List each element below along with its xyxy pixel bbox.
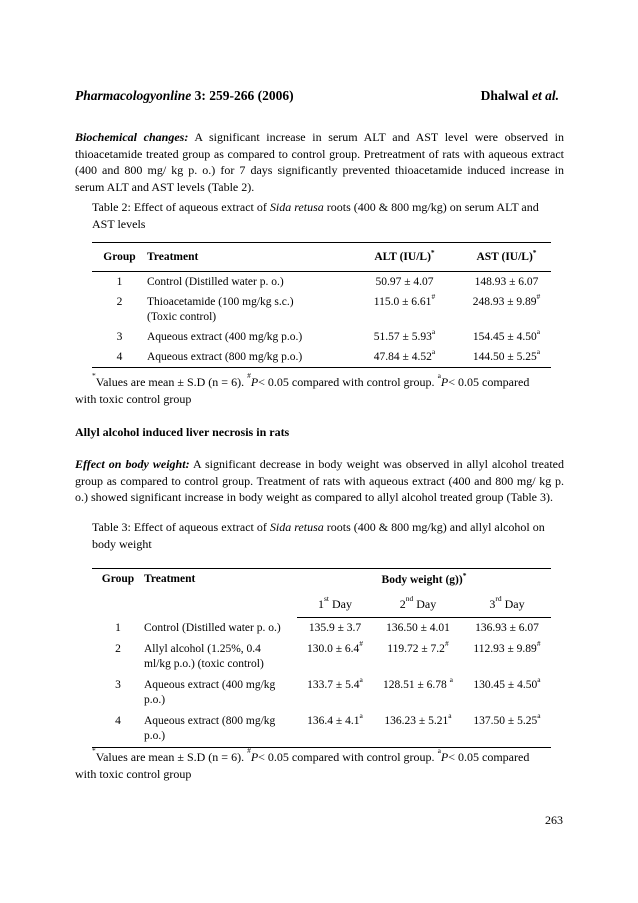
journal-name: Pharmacologyonline	[75, 88, 192, 103]
day2-value: 128.51 ± 6.78	[382, 679, 450, 691]
day1-cell	[297, 639, 373, 675]
alt-mark: #	[431, 292, 436, 301]
alt-cell	[347, 272, 462, 293]
ast-value: 148.93 ± 6.07	[474, 276, 539, 288]
day2-mark: a	[448, 711, 452, 720]
col-treatment-header: Treatment	[147, 243, 347, 272]
ast-header-text: AST (IU/L)	[476, 251, 533, 263]
p-symbol: P	[250, 375, 259, 389]
day1-value: 136.4 ± 4.1	[307, 715, 360, 727]
hash-mark: #	[247, 746, 251, 755]
day2-label: Day	[413, 596, 437, 611]
table2-caption	[92, 199, 552, 232]
caption-species: Sida retusa	[269, 200, 324, 214]
treatment-line2: (Toxic control)	[147, 311, 217, 323]
section-heading: Allyl alcohol induced liver necrosis in rats	[75, 425, 290, 439]
author-line: Dhalwal et al.	[480, 88, 559, 103]
star-mark: *	[92, 371, 96, 380]
body-weight-paragraph	[75, 456, 564, 506]
ast-mark: a	[536, 327, 541, 336]
caption-text: Table 3: Effect of aqueous extract of	[92, 520, 270, 534]
ast-cell	[462, 292, 551, 327]
col-day1-header	[297, 591, 373, 618]
treatment-cell: Control (Distilled water p. o.)	[144, 621, 281, 634]
group-cell: 2	[115, 643, 121, 655]
treatment-cell: Aqueous extract (800 mg/kg p.o.)	[147, 351, 303, 363]
day1-mark: #	[359, 639, 364, 648]
footnote-values: Values are mean ± S.D (n = 6).	[95, 750, 248, 764]
paragraph-lead: Biochemical changes:	[75, 130, 189, 144]
caption-text-end: roots (400 & 800 mg/kg) on serum ALT and AST levels	[92, 200, 539, 231]
group-cell: 1	[115, 621, 121, 634]
day3-mark: a	[537, 711, 541, 720]
table-row	[92, 347, 551, 368]
ast-mark: #	[536, 292, 541, 301]
table-row	[92, 292, 551, 327]
day2-value: 119.72 ± 7.2	[387, 643, 445, 655]
p-symbol-2: P	[440, 375, 449, 389]
et-al-text: et al	[532, 88, 556, 103]
running-header	[75, 88, 559, 106]
col-day3-header	[463, 591, 551, 618]
day1-mark: a	[359, 711, 363, 720]
treatment-line1: Aqueous extract (800 mg/kg	[144, 715, 276, 727]
group-cell: 1	[116, 276, 123, 288]
p-symbol-2: P	[440, 750, 449, 764]
paragraph-text: A significant decrease in body weight was observed in allyl alcohol treated group as compared to control group. Treatment of rats with aqueous extract (400 and 800 mg/ kg p. o.) showed significant increase in body weight as compared to allyl alcohol treated group (Table 3).	[75, 457, 564, 504]
ast-mark: a	[536, 347, 541, 356]
day2-suffix: nd	[405, 593, 414, 603]
col-day2-header	[373, 591, 463, 618]
ast-value: 248.93 ± 9.89	[472, 296, 537, 308]
day2-cell	[373, 711, 463, 748]
star-mark: *	[92, 746, 96, 755]
p-symbol: P	[250, 750, 259, 764]
group-cell: 3	[116, 331, 123, 343]
day2-mark: #	[444, 639, 449, 648]
day2-cell	[373, 639, 463, 675]
day3-cell	[463, 675, 551, 711]
table-header-row	[92, 569, 551, 592]
day1-value: 135.9 ± 3.7	[308, 622, 362, 634]
ast-footnote-mark: *	[532, 248, 537, 257]
alt-value: 51.57 ± 5.93	[373, 331, 432, 343]
footnote-values: Values are mean ± S.D (n = 6).	[95, 375, 248, 389]
day1-cell	[297, 618, 373, 640]
day2-cell	[373, 618, 463, 640]
treatment-cell	[144, 675, 297, 711]
day2-mark: a	[449, 675, 454, 684]
treatment-line2: p.o.)	[144, 730, 166, 742]
hash-mark: #	[247, 371, 251, 380]
treatment-cell: Aqueous extract (400 mg/kg p.o.)	[147, 331, 303, 343]
day1-label: Day	[329, 596, 352, 611]
treatment-cell	[144, 711, 297, 748]
col-group-header: Group	[101, 573, 135, 585]
col-ast-header	[462, 243, 551, 272]
treatment-line2: p.o.)	[144, 694, 166, 706]
citation-text: 3: 259-266 (2006)	[191, 88, 294, 103]
day3-value: 136.93 ± 6.07	[475, 622, 539, 634]
day3-suffix: rd	[495, 593, 502, 603]
alt-cell	[347, 347, 462, 368]
ast-cell	[462, 272, 551, 293]
col-group-header: Group	[92, 243, 147, 272]
paragraph-lead: Effect on body weight:	[75, 457, 190, 471]
treatment-cell	[147, 292, 347, 327]
alt-mark: a	[431, 327, 436, 336]
ast-value: 154.45 ± 4.50	[472, 331, 537, 343]
a-mark: a	[437, 371, 441, 380]
day2-value: 136.50 ± 4.01	[386, 622, 450, 634]
table2	[92, 242, 551, 368]
authors-text: Dhalwal	[480, 88, 532, 103]
body-weight-mark: *	[462, 571, 467, 580]
day1-value: 133.7 ± 5.4	[307, 679, 360, 691]
table-row	[92, 618, 551, 640]
day1-cell	[297, 675, 373, 711]
alt-value: 115.0 ± 6.61	[373, 296, 432, 308]
a-mark: a	[437, 746, 441, 755]
group-cell: 4	[115, 715, 121, 727]
table-row	[92, 327, 551, 347]
day3-value: 112.93 ± 9.89	[473, 643, 537, 655]
treatment-line1: Allyl alcohol (1.25%, 0.4	[144, 643, 261, 655]
day1-mark: a	[359, 675, 363, 684]
table-row	[92, 639, 551, 675]
alt-header-text: ALT (IU/L)	[374, 251, 431, 263]
day3-value: 130.45 ± 4.50	[473, 679, 538, 691]
alt-value: 50.97 ± 4.07	[375, 276, 434, 288]
day2-num: 2	[399, 596, 406, 611]
day3-cell	[463, 639, 551, 675]
table2-footnote	[75, 371, 553, 408]
alt-cell	[347, 327, 462, 347]
ast-cell	[462, 347, 551, 368]
day1-suffix: st	[323, 593, 329, 603]
group-cell: 2	[116, 296, 123, 308]
col-alt-header	[347, 243, 462, 272]
footnote-compare2: < 0.05 compared with toxic control group	[75, 375, 530, 406]
day3-mark: a	[537, 675, 541, 684]
treatment-line1: Aqueous extract (400 mg/kg	[144, 679, 276, 691]
treatment-line2: ml/kg p.o.) (toxic control)	[144, 658, 264, 670]
treatment-line1: Thioacetamide (100 mg/kg s.c.)	[147, 296, 294, 308]
day1-value: 130.0 ± 6.4	[306, 643, 360, 655]
ast-value: 144.50 ± 5.25	[472, 351, 537, 363]
alt-cell	[347, 292, 462, 327]
caption-text-end: roots (400 & 800 mg/kg) and allyl alcohol on body weight	[92, 520, 545, 551]
alt-mark: a	[431, 347, 436, 356]
treatment-cell: Control (Distilled water p. o.)	[147, 276, 284, 288]
footnote-compare2: < 0.05 compared with toxic control group	[75, 750, 530, 781]
ast-cell	[462, 327, 551, 347]
table3-caption	[92, 519, 552, 552]
page-number: 263	[545, 813, 563, 827]
table-row	[92, 711, 551, 748]
group-cell: 4	[116, 351, 123, 363]
day3-mark: #	[536, 639, 541, 648]
caption-text: Table 2: Effect of aqueous extract of	[92, 200, 270, 214]
alt-value: 47.84 ± 4.52	[373, 351, 432, 363]
day2-value: 136.23 ± 5.21	[384, 715, 449, 727]
col-treatment-header: Treatment	[144, 573, 196, 585]
treatment-cell	[144, 639, 297, 675]
journal-citation	[75, 88, 294, 104]
day3-num: 3	[489, 596, 496, 611]
day3-value: 137.50 ± 5.25	[473, 715, 538, 727]
day1-num: 1	[317, 596, 324, 611]
table-row	[92, 675, 551, 711]
day2-cell	[373, 675, 463, 711]
table3	[92, 568, 551, 748]
table-row	[92, 272, 551, 293]
footnote-compare1: < 0.05 compared with control group.	[258, 375, 438, 389]
caption-species: Sida retusa	[269, 520, 324, 534]
paragraph-text: A significant increase in serum ALT and AST level were observed in thioacetamide treated group as compared to control group. Pretreatment of rats with aqueous extract (400 and 800 mg/ kg p. o.) for 7 days significantly prevented thioacetamide induced increase in serum ALT and AST levels (Table 2).	[75, 130, 564, 194]
col-body-weight-header	[297, 569, 551, 592]
group-cell: 3	[115, 679, 121, 691]
day1-cell	[297, 711, 373, 748]
day3-cell	[463, 711, 551, 748]
alt-footnote-mark: *	[430, 248, 435, 257]
table-header-row	[92, 243, 551, 272]
footnote-compare1: < 0.05 compared with control group.	[258, 750, 438, 764]
day3-cell	[463, 618, 551, 640]
body-weight-text: Body weight (g))	[381, 574, 463, 586]
biochemical-changes-paragraph	[75, 129, 564, 195]
day3-label: Day	[501, 596, 525, 611]
table3-footnote	[75, 746, 553, 783]
